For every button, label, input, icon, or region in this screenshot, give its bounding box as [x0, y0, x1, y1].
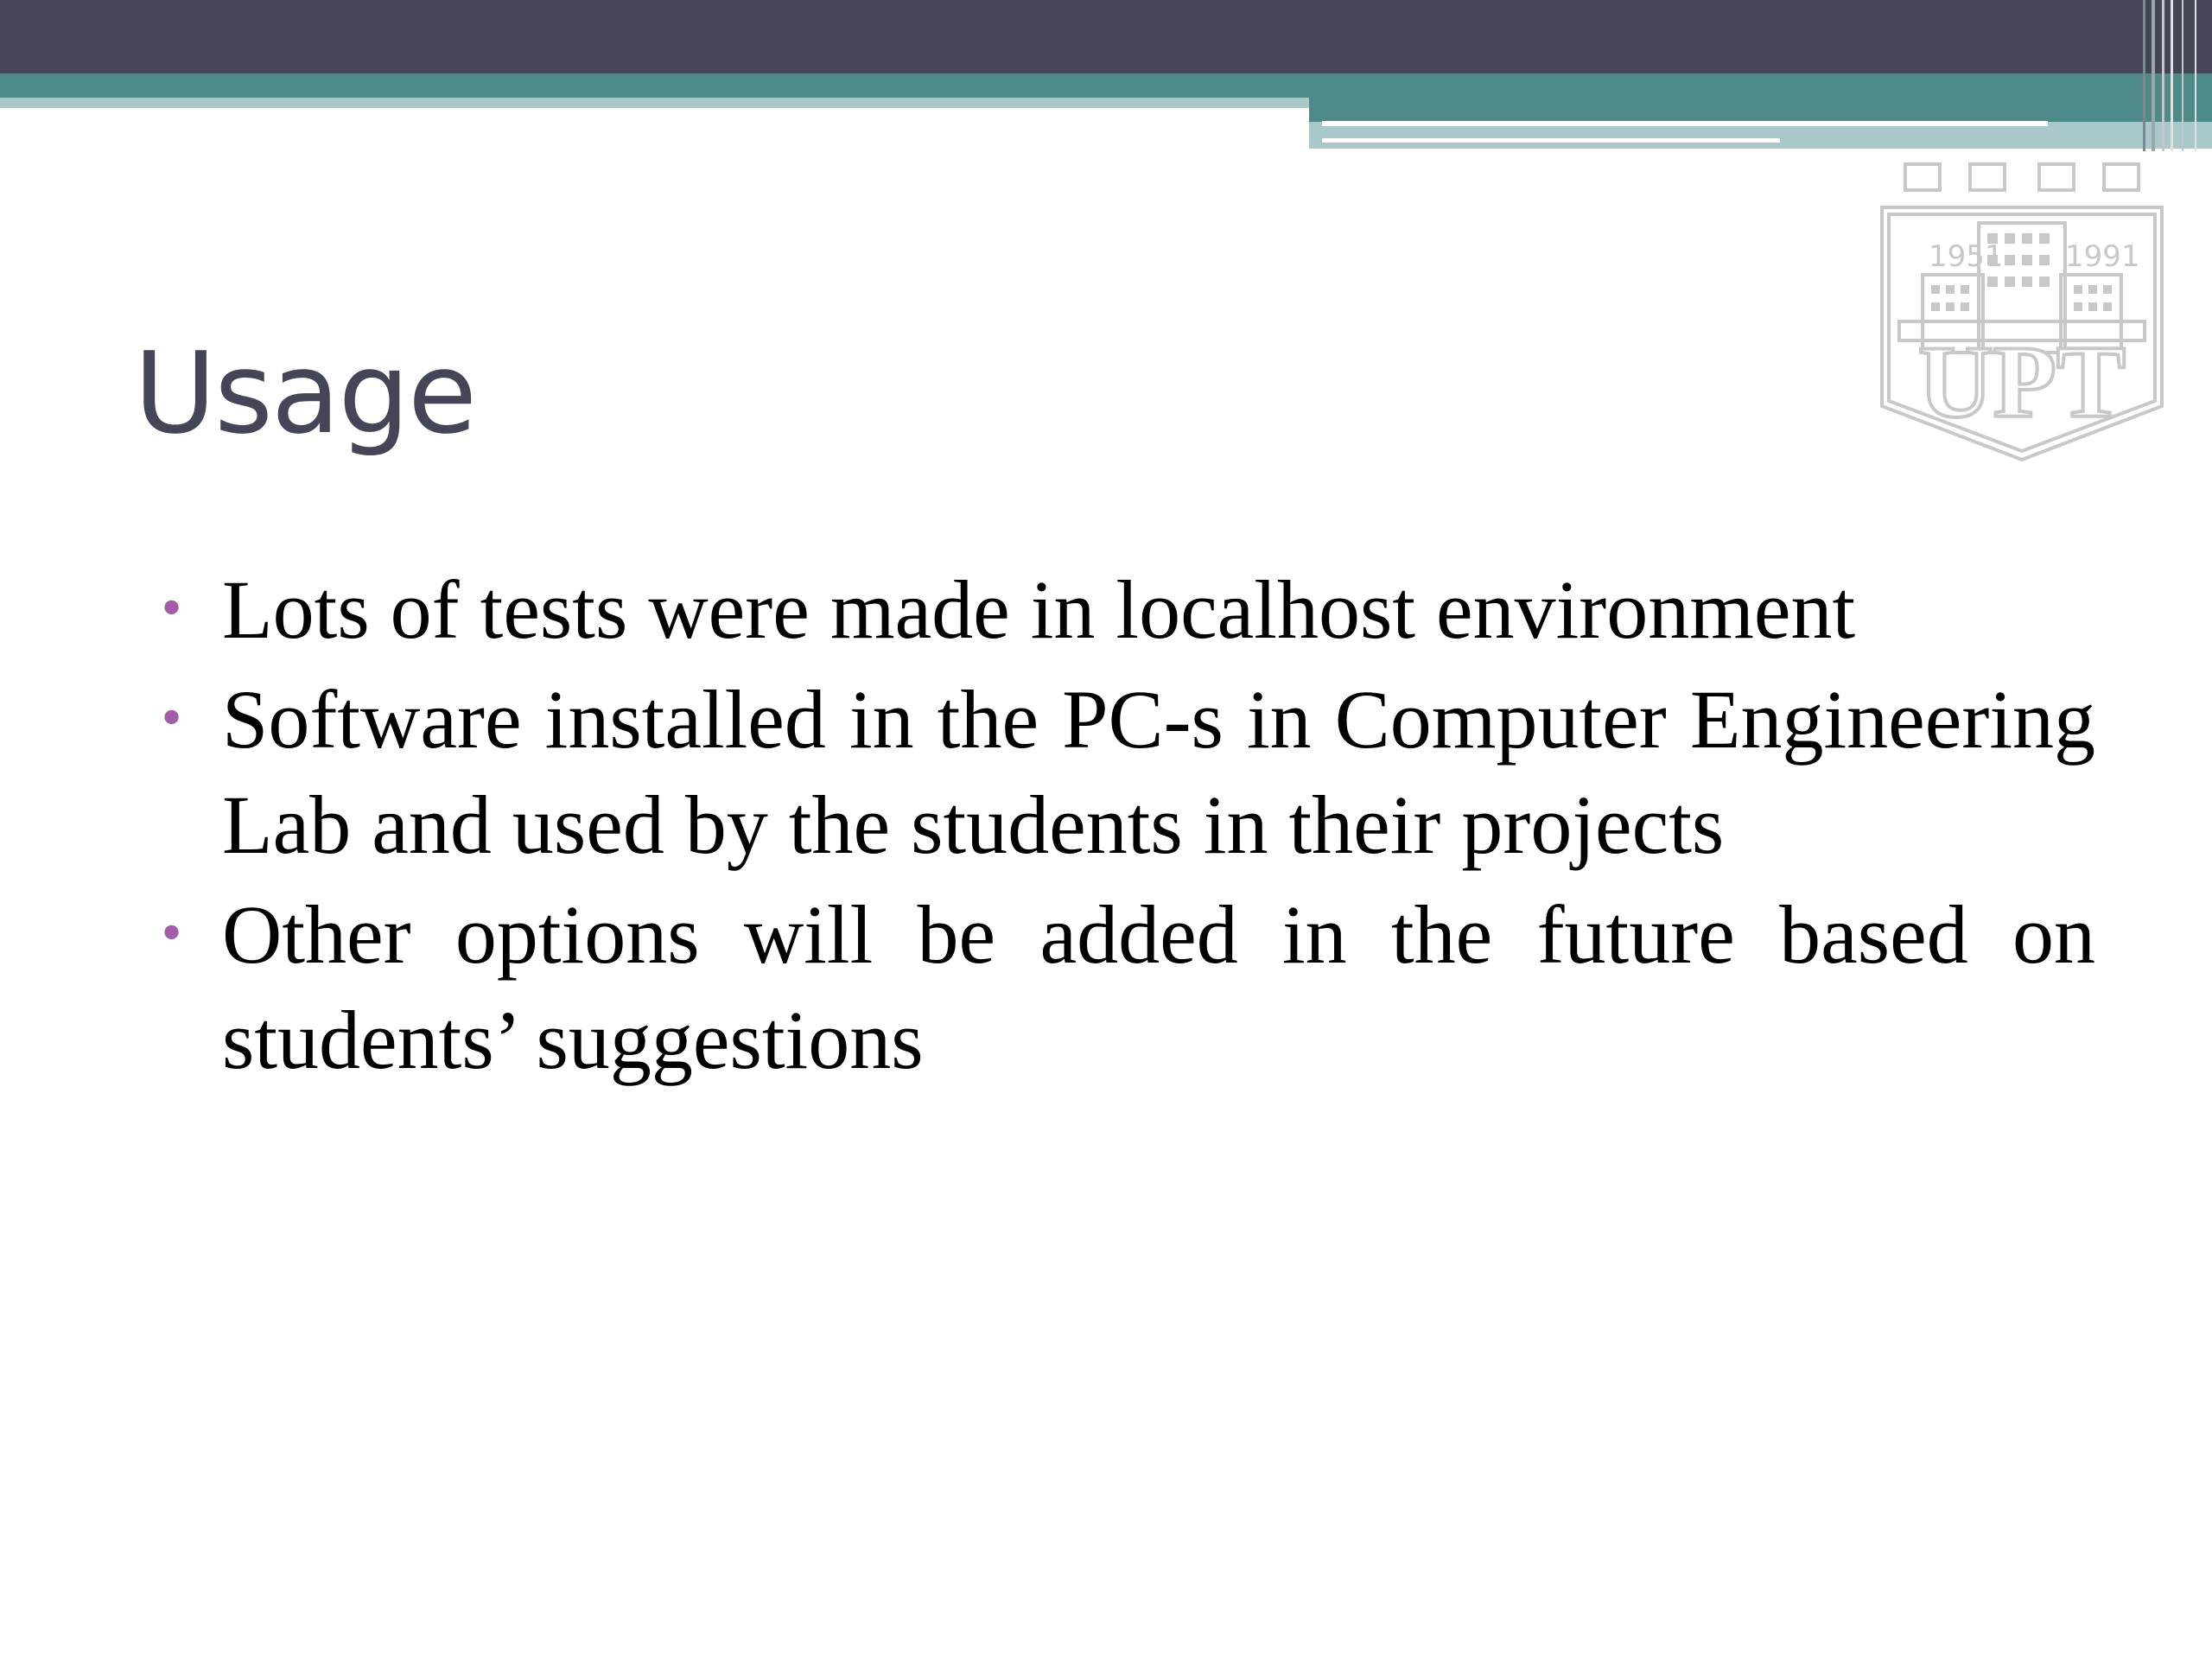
bullet-icon: •: [157, 691, 187, 747]
bullet-icon: •: [157, 582, 187, 638]
list-item: [157, 667, 2095, 878]
bullet-list: [157, 557, 2095, 1097]
list-item: [157, 557, 2095, 663]
list-item: [157, 882, 2095, 1093]
bullet-text: Software installed in the PC-s in Computer Engineering Lab and used by the students in their projects: [222, 673, 2095, 871]
bullet-text: Other options will be added in the future based on students’ suggestions: [222, 888, 2095, 1086]
logo-lettering: UPT: [1918, 324, 2126, 439]
bullet-icon: •: [157, 906, 187, 963]
logo-year-right: 1991: [2065, 239, 2140, 274]
bullet-text: Lots of tests were made in localhost environment: [222, 563, 1856, 656]
upt-university-crest-icon: [1875, 156, 2169, 467]
header-decoration-band: [0, 0, 2212, 151]
slide-title: Usage: [134, 327, 476, 459]
logo-year-left: 1951: [1929, 239, 2004, 274]
